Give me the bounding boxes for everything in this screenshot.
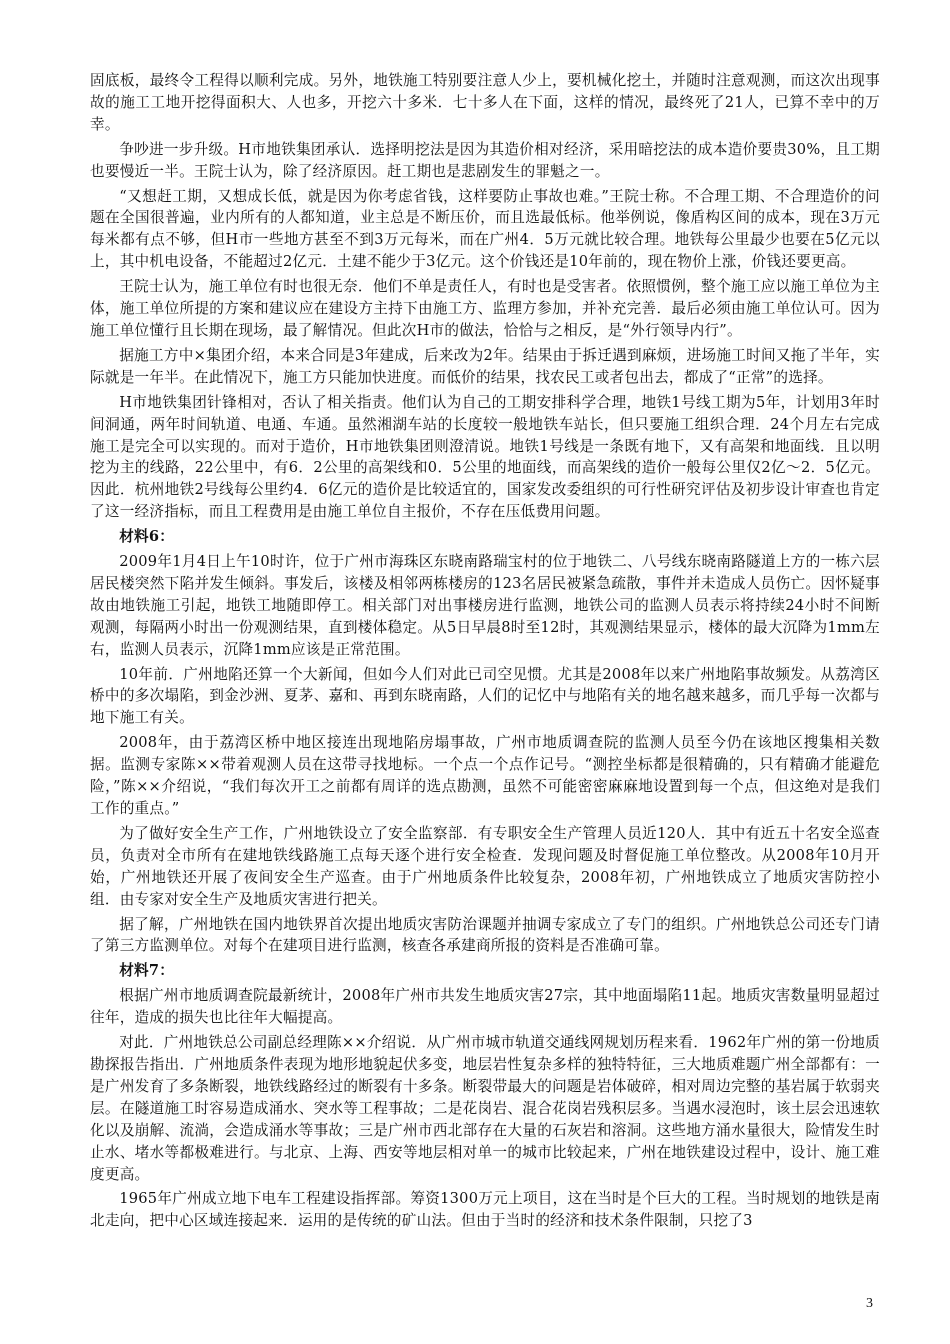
page-number: 3 (866, 1296, 873, 1311)
paragraph-10: 为了做好安全生产工作，广州地铁设立了安全监察部．有专职安全生产管理人员近120人．其中有近五十名安全巡查员，负责对全市所有在建地铁线路施工点每天逐个进行安全检查．发现问题及时督促施工单位整改。从2008年10月开始，广州地铁还开展了夜间安全生产巡查。由于广州地质条件比较复杂，2008年初，广州地铁成立了地质灾害防控小组．由专家对安全生产及地质灾害进行把关。 (90, 824, 880, 908)
paragraph-8: 10年前．广州地陷还算一个大新闻，但如今人们对此已司空见惯。尤其是2008年以来广州地陷事故频发。从荔湾区桥中的多次塌陷，到金沙洲、夏茅、嘉和、再到东晓南路，人们的记忆中与地陷有关的地名越来越多，而几乎每一次都与地下施工有关。 (90, 665, 880, 727)
paragraph-7: 2009年1月4日上午10时许，位于广州市海珠区东晓南路瑞宝村的位于地铁二、八号线东晓南路隧道上方的一栋六层居民楼突然下陷并发生倾斜。事发后，该楼及相邻两栋楼房的123名居民被紧急疏散，事件并未造成人员伤亡。因怀疑事故由地铁施工引起，地铁工地随即停工。相关部门对出事楼房进行监测，地铁公司的监测人员表示将持续24小时不间断观测，每隔两小时出一份观测结果，直到楼体稳定。从5日早晨8时至12时，其观测结果显示，楼体的最大沉降为1mm左右，监测人员表示，沉降1mm应该是正常范围。 (90, 553, 880, 658)
paragraph-5: 据施工方中×集团介绍，本来合同是3年建成，后来改为2年。结果由于拆迁遇到麻烦，进场施工时间又拖了半年，实际就是一年半。在此情况下，施工方只能加快进度。而低价的结果，找农民工或者包出去，都成了“正常”的选择。 (90, 346, 880, 386)
paragraph-13: 对此．广州地铁总公司副总经理陈××介绍说．从广州市城市轨道交通线网规划历程来看．1962年广州的第一份地质勘探报告指出．广州地质条件表现为地形地貌起伏多变，地层岩性复杂多样的独特特征，三大地质难题广州全部都有：一是广州发育了多条断裂，地铁线路经过的断裂有十多条。断裂带最大的问题是岩体破碎，相对周边完整的基岩属于软弱夹层。在隧道施工时容易造成涌水、突水等工程事故；二是花岗岩、混合花岗岩残积层多。当遇水浸泡时，该土层会迅速软化以及崩解、流淌，会造成涌水等事故；三是广州市西北部存在大量的石灰岩和溶洞。这些地方涌水量很大，险情发生时止水、堵水等都极难进行。与北京、上海、西安等地层相对单一的城市比较起来，广州在地铁建设过程中，设计、施工难度更高。 (90, 1034, 880, 1183)
paragraph-14: 1965年广州成立地下电车工程建设指挥部。筹资1300万元上项目，这在当时是个巨大的工程。当时规划的地铁是南北走向，把中心区域连接起来．运用的是传统的矿山法。但由于当时的经济和技术条件限制，只挖了3 (90, 1190, 880, 1230)
paragraph-1: 固底板，最终令工程得以顺利完成。另外，地铁施工特别要注意人少上，要机械化挖土，并随时注意观测，而这次出现事故的施工工地开挖得面积大、人也多，开挖六十多米．七十多人在下面，这样的情况，最终死了21人，已算不幸中的万幸。 (90, 72, 880, 133)
paragraph-2: 争吵进一步升级。H市地铁集团承认．选择明挖法是因为其造价相对经济，采用暗挖法的成本造价要贵30%，且工期也要慢近一半。王院士认为，除了经济原因。赶工期也是悲剧发生的罪魁之一。 (90, 140, 880, 180)
section-heading-material-6: 材料6： (119, 528, 175, 546)
section-heading-material-7: 材料7： (119, 962, 175, 980)
paragraph-12: 根据广州市地质调查院最新统计，2008年广州市共发生地质灾害27宗，其中地面塌陷11起。地质灾害数量明显超过往年，造成的损失也比往年大幅提高。 (90, 987, 880, 1027)
paragraph-9: 2008年，由于荔湾区桥中地区接连出现地陷房塌事故，广州市地质调查院的监测人员至今仍在该地区搜集相关数据。监测专家陈××带着观测人员在这带寻找地标。一个点一个点作记号。“测控坐标都是很精确的，只有精确才能避危险，”陈××介绍说，“我们每次开工之前都有周详的选点勘测，虽然不可能密密麻麻地设置到每一个点，但这绝对是我们工作的重点。” (90, 734, 880, 817)
document-page (90, 70, 880, 1235)
paragraph-4: 王院士认为，施工单位有时也很无奈．他们不单是责任人，有时也是受害者。依照惯例，整个施工应以施工单位为主体，施工单位所提的方案和建议应在建设方主持下由施工方、监理方参加，并补充完善．最后必须由施工单位认可。因为施工单位懂行且长期在现场，最了解情况。但此次H市的做法，恰恰与之相反，是“外行领导内行”。 (90, 278, 880, 339)
paragraph-3: “又想赶工期，又想成长低，就是因为你考虑省钱，这样要防止事故也难。”王院士称。不合理工期、不合理造价的问题在全国很普遍，业内所有的人都知道，业主总是不断压价，而且选最低标。他举例说，像盾构区间的成本，现在3万元每米都有点不够，但H市一些地方甚至不到3万元每米，而在广州4．5万元就比较合理。地铁每公里最少也要在5亿元以上，其中机电设备，不能超过2亿元．土建不能少于3亿元。这个价钱还是10年前的，现在物价上涨，价钱还要更高。 (90, 187, 880, 271)
paragraph-11: 据了解，广州地铁在国内地铁界首次提出地质灾害防治课题并抽调专家成立了专门的组织。广州地铁总公司还专门请了第三方监测单位。对每个在建项目进行监测，核查各承建商所报的资料是否准确可靠。 (90, 915, 880, 955)
paragraph-6: H市地铁集团针锋相对，否认了相关指责。他们认为自己的工期安排科学合理，地铁1号线工期为5年，计划用3年时间洞通，两年时间轨道、电通、车通。虽然湘湖车站的长度较一般地铁车站长，但只要施工组织合理．24个月左右完成施工是完全可以实现的。而对于造价，H市地铁集团则澄清说。地铁1号线是一条既有地下，又有高架和地面线．且以明挖为主的线路，22公里中，有6．2公里的高架线和0．5公里的地面线，而高架线的造价一般每公里仅2亿～2．5亿元。因此．杭州地铁2号线每公里约4．6亿元的造价是比较适宜的，国家发改委组织的可行性研究评估及初步设计审查也肯定了这一经济指标，而且工程费用是由施工单位自主报价，不存在压低费用问题。 (90, 393, 880, 521)
